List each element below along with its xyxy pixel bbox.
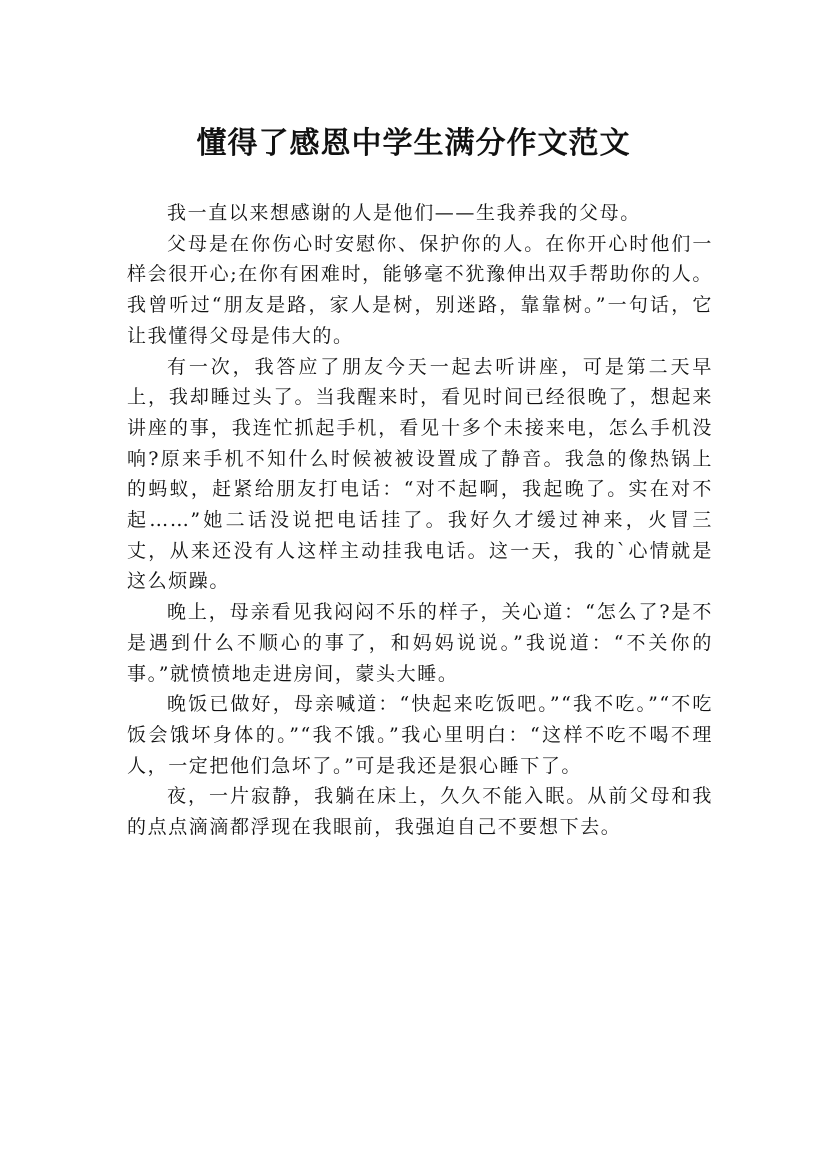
paragraph: 我一直以来想感谢的人是他们——生我养我的父母。 [167, 202, 641, 224]
paragraph: 晚饭已做好，母亲喊道：“快起来吃饭吧。”“我不吃。”“不吃饭会饿坏身体的。”“我不饿。”我心里明白：“这样不吃不喝不理人，一定把他们急坏了。”可是我还是狠心睡下了。 [127, 693, 713, 777]
paragraph: 有一次，我答应了朋友今天一起去听讲座，可是第二天早上，我却睡过头了。当我醒来时，看见时间已经很晚了，想起来讲座的事，我连忙抓起手机，看见十多个未接来电，怎么手机没响?原来手机不知什么时候被被设置成了静音。我急的像热锅上的蚂蚁，赶紧给朋友打电话：“对不起啊，我起晚了。实在对不起……”她二话没说把电话挂了。我好久才缓过神来，火冒三丈，从来还没有人这样主动挂我电话。这一天，我的`心情就是这么烦躁。 [127, 355, 713, 593]
document-title: 懂得了感恩中学生满分作文范文 [196, 126, 631, 162]
paragraph: 父母是在你伤心时安慰你、保护你的人。在你开心时他们一样会很开心;在你有困难时，能够毫不犹豫伸出双手帮助你的人。我曾听过“朋友是路，家人是树，别迷路，靠靠树。”一句话，它让我懂得父母是伟大的。 [127, 232, 713, 347]
paragraph: 夜，一片寂静，我躺在床上，久久不能入眠。从前父母和我的点点滴滴都浮现在我眼前，我强迫自己不要想下去。 [127, 785, 713, 839]
paragraph: 晚上，母亲看见我闷闷不乐的样子，关心道：“怎么了?是不是遇到什么不顺心的事了，和妈妈说说。”我说道：“不关你的事。”就愤愤地走进房间，蒙头大睡。 [127, 601, 713, 685]
document-body [127, 198, 713, 843]
